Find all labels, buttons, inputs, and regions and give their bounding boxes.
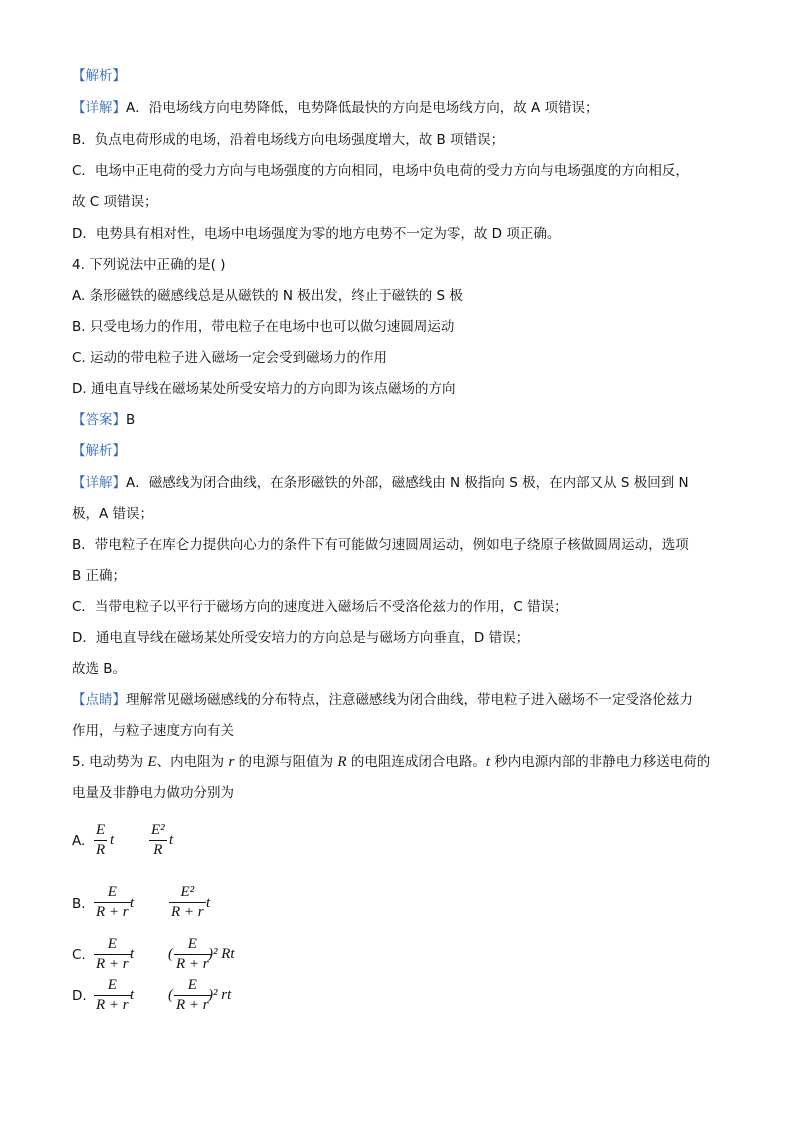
- q4-detail-b1: B．带电粒子在库仑力提供向心力的条件下有可能做匀速圆周运动，例如电子绕原子核做圆周运动，选项: [72, 537, 689, 553]
- q4-option-b: B. 只受电场力的作用，带电粒子在电场中也可以做匀速圆周运动: [72, 319, 455, 335]
- detail-line-c1: C．电场中正电荷的受力方向与电场强度的方向相同，电场中负电荷的受力方向与电场强度的方向相反，: [72, 163, 689, 179]
- q4-analysis-heading: 【解析】: [72, 443, 126, 459]
- q5-d-fraction-2: E R + r: [176, 977, 209, 1013]
- detail-line-c2: 故 C 项错误；: [72, 194, 158, 210]
- q5-option-a-label: A.: [72, 833, 86, 849]
- q5-a-tail-1: t: [110, 832, 115, 848]
- q5-b-tail-2: t: [206, 895, 211, 911]
- q5-d-tail-1: t: [130, 987, 135, 1003]
- q5-option-b-label: B.: [72, 896, 86, 912]
- q5-b-tail-1: t: [130, 895, 135, 911]
- q5-c-tail-2: )² Rt: [208, 946, 235, 962]
- q5-c-open-paren: (: [168, 946, 173, 962]
- question-4-stem: 4. 下列说法中正确的是( ): [72, 257, 226, 273]
- question-5-stem-1: 5. 电动势为 E、内电阻为 r 的电源与阻值为 R 的电阻连成闭合电路。t 秒内电源内部的非静电力移送电荷的: [72, 754, 711, 770]
- q5-c-fraction-2: E R + r: [176, 936, 209, 972]
- q4-detail-d: D．通电直导线在磁场某处所受安培力的方向总是与磁场方向垂直，D 错误；: [72, 630, 530, 646]
- q4-conclusion: 故选 B。: [72, 661, 127, 677]
- analysis-heading: 【解析】: [72, 68, 126, 84]
- q5-d-open-paren: (: [168, 987, 173, 1003]
- q4-detail-c: C．当带电粒子以平行于磁场方向的速度进入磁场后不受洛伦兹力的作用，C 错误；: [72, 599, 568, 615]
- q5-c-fraction-1: E R + r: [96, 936, 129, 972]
- q5-b-fraction-1: E R + r: [96, 884, 129, 920]
- q4-option-c: C. 运动的带电粒子进入磁场一定会受到磁场力的作用: [72, 350, 388, 366]
- q5-option-d-label: D.: [72, 988, 87, 1004]
- q5-b-fraction-2: E² R + r: [171, 884, 204, 920]
- q4-option-a: A. 条形磁铁的磁感线总是从磁铁的 N 极出发，终止于磁铁的 S 极: [72, 288, 463, 304]
- detail-line-b: B．负点电荷形成的电场，沿着电场线方向电场强度增大，故 B 项错误；: [72, 132, 505, 148]
- q4-option-d: D. 通电直导线在磁场某处所受安培力的方向即为该点磁场的方向: [72, 381, 456, 397]
- q5-c-tail-1: t: [130, 946, 135, 962]
- q5-d-fraction-1: E R + r: [96, 977, 129, 1013]
- q4-answer: 【答案】B: [72, 412, 136, 428]
- detail-line-d: D．电势具有相对性，电场中电场强度为零的地方电势不一定为零，故 D 项正确。: [72, 226, 561, 242]
- detail-line-a: 【详解】A．沿电场线方向电势降低，电势降低最快的方向是电场线方向，故 A 项错误；: [72, 100, 599, 116]
- q5-d-tail-2: )² rt: [208, 987, 232, 1003]
- q4-detail-a2: 极，A 错误；: [72, 506, 154, 522]
- q4-detail-a1: 【详解】A．磁感线为闭合曲线，在条形磁铁的外部，磁感线由 N 极指向 S 极，在内部又从 S 极回到 N: [72, 475, 689, 491]
- q4-dianjing-2: 作用，与粒子速度方向有关: [72, 723, 234, 739]
- q5-option-c-label: C.: [72, 947, 86, 963]
- question-5-stem-2: 电量及非静电力做功分别为: [72, 785, 234, 801]
- q5-a-fraction-1: E R: [96, 822, 106, 858]
- q5-a-fraction-2: E² R: [151, 822, 165, 858]
- q4-detail-b2: B 正确；: [72, 568, 127, 584]
- q5-a-tail-2: t: [169, 832, 174, 848]
- q4-dianjing-1: 【点睛】理解常见磁场磁感线的分布特点，注意磁感线为闭合曲线，带电粒子进入磁场不一定受洛伦兹力: [72, 692, 693, 708]
